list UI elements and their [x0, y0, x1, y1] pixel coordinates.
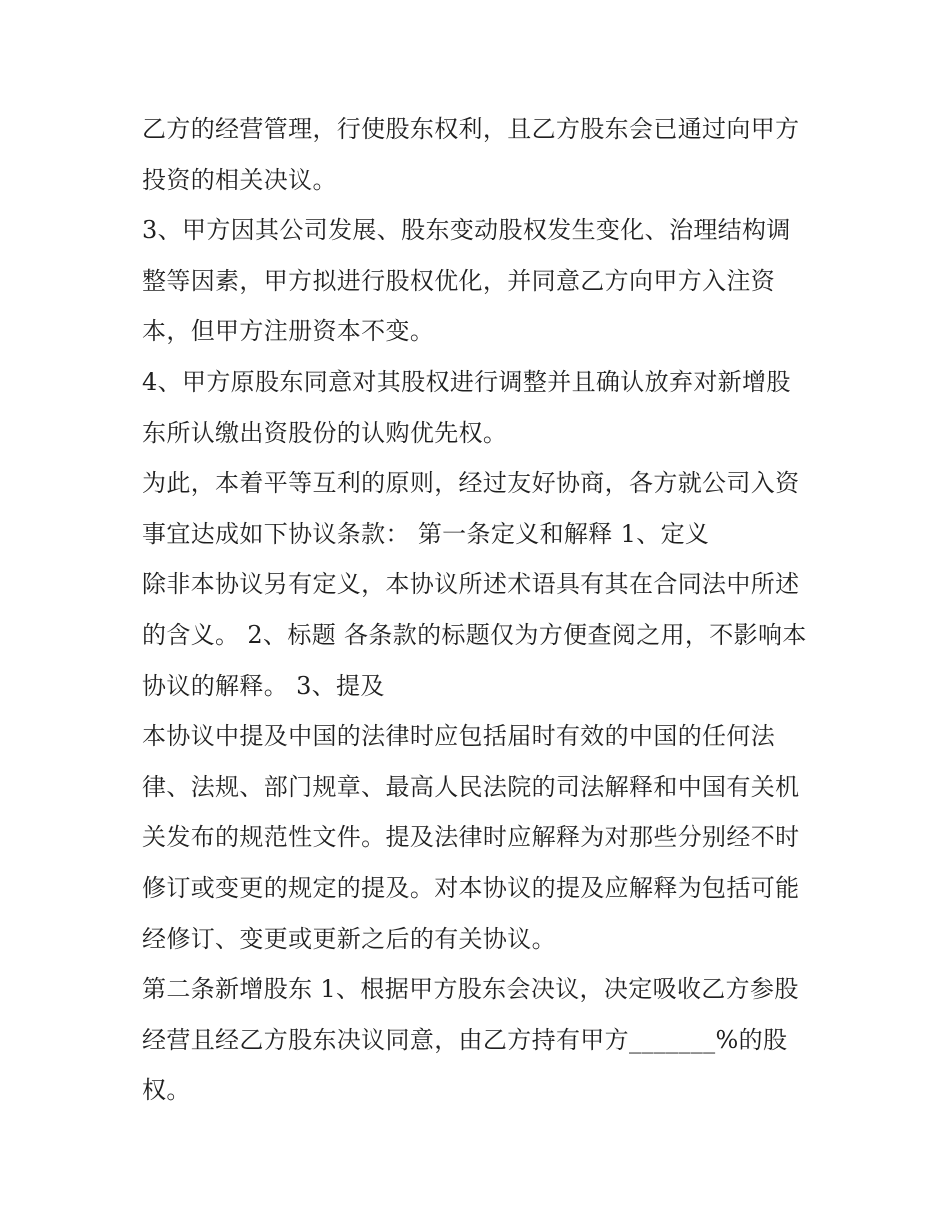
- text-line: 修订或变更的规定的提及。对本协议的提及应解释为包括可能: [142, 873, 800, 902]
- text-line: 经营且经乙方股东决议同意，由乙方持有甲方_______%的股: [142, 1025, 788, 1054]
- text-line: 协议的解释。 3、提及: [142, 671, 385, 700]
- text-line: 关发布的规范性文件。提及法律时应解释为对那些分别经不时: [142, 823, 800, 852]
- text-line: 的含义。 2、标题 各条款的标题仅为方便查阅之用，不影响本: [142, 620, 807, 649]
- text-line: 事宜达成如下协议条款： 第一条定义和解释 1、定义: [142, 519, 710, 548]
- text-line: 4、甲方原股东同意对其股权进行调整并且确认放弃对新增股: [142, 367, 791, 396]
- text-line: 3、甲方因其公司发展、股东变动股权发生变化、治理结构调: [142, 216, 791, 245]
- text-line: 本协议中提及中国的法律时应包括届时有效的中国的任何法: [142, 722, 776, 751]
- text-line: 本，但甲方注册资本不变。: [142, 317, 435, 346]
- text-line: 经修订、变更或更新之后的有关协议。: [142, 924, 556, 953]
- text-line: 投资的相关决议。: [142, 165, 337, 194]
- text-line: 东所认缴出资股份的认购优先权。: [142, 418, 508, 447]
- text-line: 第二条新增股东 1、根据甲方股东会决议，决定吸收乙方参股: [142, 975, 799, 1004]
- text-line: 整等因素，甲方拟进行股权优化，并同意乙方向甲方入注资: [142, 266, 776, 295]
- text-line: 为此，本着平等互利的原则，经过友好协商，各方就公司入资: [142, 469, 800, 498]
- text-line: 除非本协议另有定义，本协议所述术语具有其在合同法中所述: [142, 570, 800, 599]
- text-line: 律、法规、部门规章、最高人民法院的司法解释和中国有关机: [142, 772, 800, 801]
- text-line: 乙方的经营管理，行使股东权利，且乙方股东会已通过向甲方: [142, 115, 800, 143]
- agreement-text: [142, 104, 832, 1116]
- text-line: 权。: [142, 1076, 191, 1105]
